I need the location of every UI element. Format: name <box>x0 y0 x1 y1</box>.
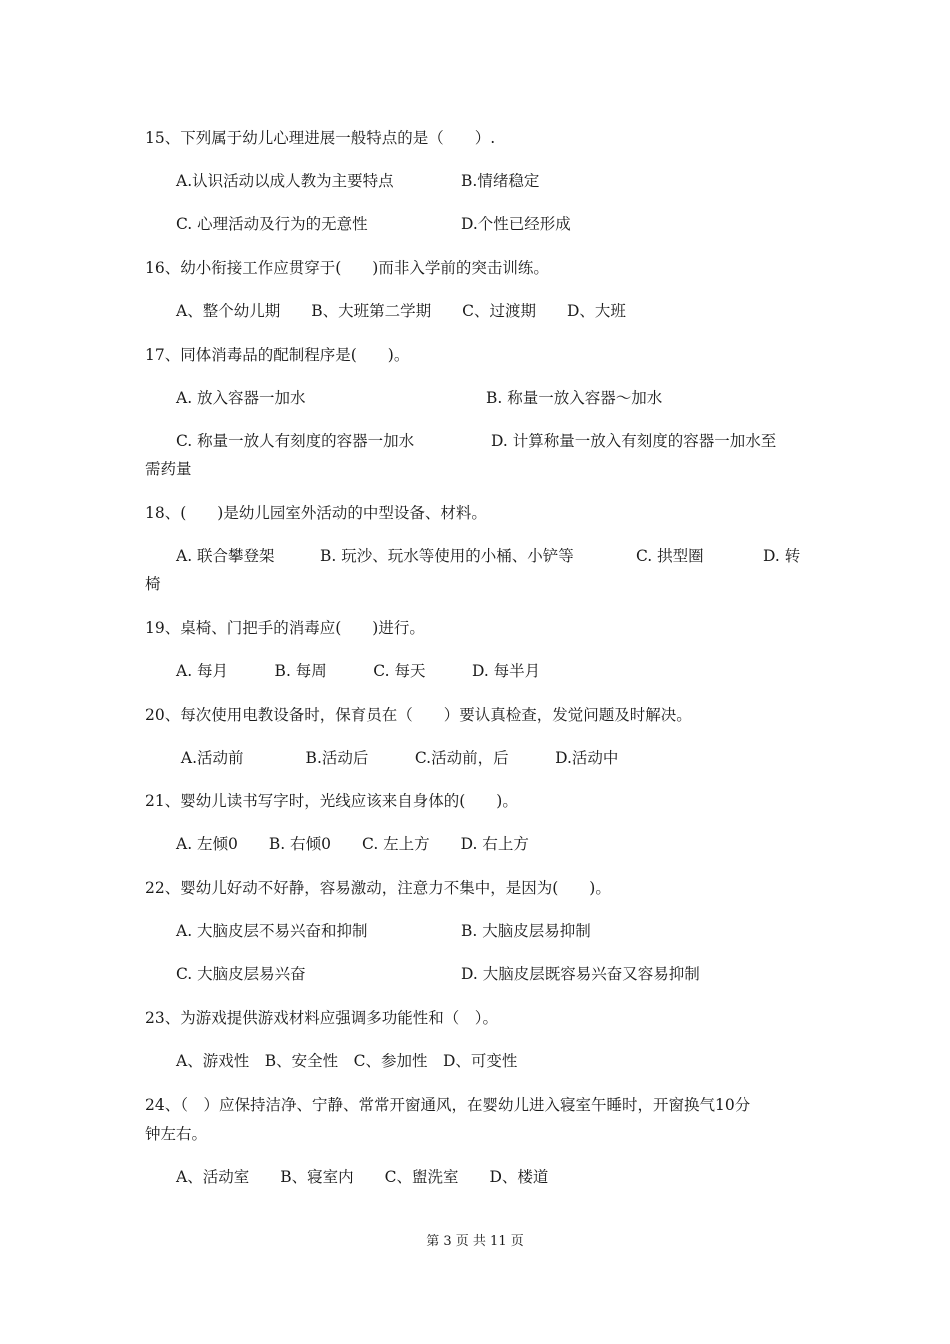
question-17-option-a: A. 放入容器一加水 <box>176 389 306 407</box>
question-20-options: A.活动前 B.活动后 C.活动前，后 D.活动中 <box>176 749 619 767</box>
question-18-option-b: B. 玩沙、玩水等使用的小桶、小铲等 <box>320 547 574 565</box>
question-23-stem: 23、为游戏提供游戏材料应强调多功能性和（ ）。 <box>145 1009 498 1027</box>
question-21-options: A. 左倾0 B. 右倾0 C. 左上方 D. 右上方 <box>176 835 529 853</box>
question-17-option-b: B. 称量一放入容器～加水 <box>486 389 663 407</box>
question-17-option-d: D. 计算称量一放入有刻度的容器一加水至 <box>491 432 777 450</box>
question-18-option-a: A. 联合攀登架 <box>176 547 275 565</box>
question-17-stem: 17、同体消毒品的配制程序是( )。 <box>145 346 410 364</box>
question-15-option-d: D.个性已经形成 <box>461 215 571 233</box>
question-20-stem: 20、每次使用电教设备时，保育员在（ ）要认真检查，发觉问题及时解决。 <box>145 706 692 724</box>
question-15-option-a: A.认识活动以成人教为主要特点 <box>176 172 394 190</box>
question-24-continuation: 钟左右。 <box>145 1125 208 1143</box>
question-18-option-c: C. 拱型圈 <box>636 547 704 565</box>
question-19-options: A. 每月 B. 每周 C. 每天 D. 每半月 <box>176 662 541 680</box>
question-24-stem: 24、（ ）应保持洁净、宁静、常常开窗通风，在婴幼儿进入寝室午睡时，开窗换气10分 <box>145 1096 751 1114</box>
question-22-option-c: C. 大脑皮层易兴奋 <box>176 965 306 983</box>
question-17-option-c: C. 称量一放人有刻度的容器一加水 <box>176 432 415 450</box>
question-22-option-b: B. 大脑皮层易抑制 <box>461 922 591 940</box>
question-18-stem: 18、( )是幼儿园室外活动的中型设备、材料。 <box>145 504 487 522</box>
question-16-stem: 16、幼小衔接工作应贯穿于( )而非入学前的突击训练。 <box>145 259 549 277</box>
question-22-option-a: A. 大脑皮层不易兴奋和抑制 <box>176 922 368 940</box>
question-21-stem: 21、婴幼儿读书写字时，光线应该来自身体的( )。 <box>145 792 518 810</box>
question-22-option-d: D. 大脑皮层既容易兴奋又容易抑制 <box>461 965 700 983</box>
question-22-stem: 22、婴幼儿好动不好静，容易激动，注意力不集中，是因为( )。 <box>145 879 611 897</box>
page-footer: 第 3 页 共 11 页 <box>426 1234 524 1249</box>
question-19-stem: 19、桌椅、门把手的消毒应( )进行。 <box>145 619 425 637</box>
question-17-continuation: 需药量 <box>145 460 192 478</box>
question-16-options: A、整个幼儿期 B、大班第二学期 C、过渡期 D、大班 <box>176 302 626 320</box>
question-23-options: A、游戏性 B、安全性 C、参加性 D、可变性 <box>176 1052 518 1070</box>
question-18-continuation: 椅 <box>145 575 161 593</box>
question-15-stem: 15、下列属于幼儿心理进展一般特点的是（ ）. <box>145 129 496 147</box>
question-18-option-d: D. 转 <box>763 547 801 565</box>
question-24-options: A、活动室 B、寝室内 C、盥洗室 D、楼道 <box>176 1168 549 1186</box>
question-15-option-c: C. 心理活动及行为的无意性 <box>176 215 368 233</box>
question-15-option-b: B.情绪稳定 <box>461 172 540 190</box>
